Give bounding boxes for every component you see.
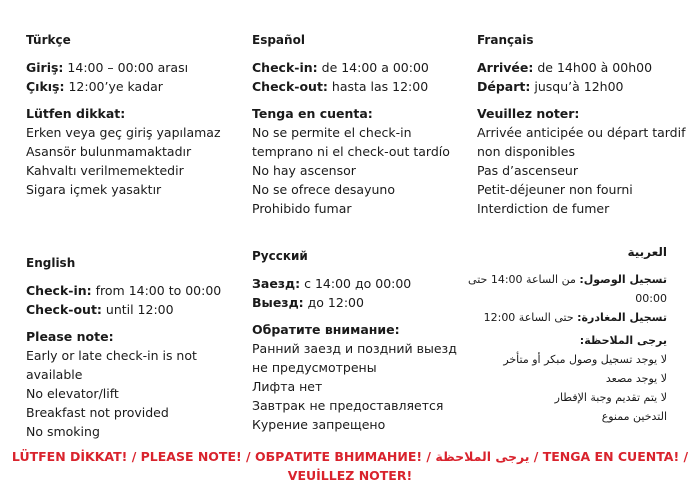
checkin-label: Заезд: bbox=[252, 276, 301, 291]
note-item: Erken veya geç giriş yapılamaz bbox=[26, 125, 221, 140]
checkin-label: Check-in: bbox=[252, 60, 318, 75]
note-item: Early or late check-in is not bbox=[26, 348, 197, 363]
section-russian bbox=[252, 248, 467, 434]
note-item: No elevator/lift bbox=[26, 386, 119, 401]
note-item: available bbox=[26, 367, 83, 382]
note-item: No se permite el check-in bbox=[252, 125, 412, 140]
section-title: العربية bbox=[627, 245, 667, 259]
note-item: No hay ascensor bbox=[252, 163, 356, 178]
note-item: Asansör bulunmamaktadır bbox=[26, 144, 192, 159]
note-item: Arrivée anticipée ou départ tardif bbox=[477, 125, 686, 140]
checkin-line bbox=[468, 270, 667, 289]
checkout-line bbox=[477, 77, 692, 96]
checkout-label: Check-out: bbox=[252, 79, 328, 94]
checkout-value: jusqu’à 12h00 bbox=[530, 79, 624, 94]
section-title: English bbox=[26, 256, 76, 270]
checkout-label: Выезд: bbox=[252, 295, 304, 310]
checkin-value: de 14h00 à 00h00 bbox=[533, 60, 653, 75]
section-title: Türkçe bbox=[26, 33, 71, 47]
note-item: Курение запрещено bbox=[252, 417, 386, 432]
section-title: Français bbox=[477, 33, 534, 47]
checkout-line bbox=[252, 293, 467, 312]
note-item: Sigara içmek yasaktır bbox=[26, 182, 162, 197]
note-item: No smoking bbox=[26, 424, 100, 439]
note-item: لا يوجد مصعد bbox=[605, 372, 667, 385]
checkout-value: until 12:00 bbox=[101, 302, 174, 317]
checkout-line bbox=[26, 300, 241, 319]
checkin-line bbox=[252, 58, 467, 77]
note-item: Breakfast not provided bbox=[26, 405, 169, 420]
checkin-label: Giriş: bbox=[26, 60, 64, 75]
checkout-value: 12:00’ye kadar bbox=[64, 79, 163, 94]
checkin-line-cont: 00:00 bbox=[635, 292, 667, 305]
checkout-line bbox=[26, 77, 241, 96]
note-item: не предусмотрены bbox=[252, 360, 377, 375]
footer-line-2: VEUİLLEZ NOTER! bbox=[287, 468, 413, 483]
checkin-line bbox=[26, 58, 241, 77]
note-title: Lütfen dikkat: bbox=[26, 106, 126, 121]
footer-warning bbox=[0, 447, 700, 485]
checkin-label: Arrivée: bbox=[477, 60, 534, 75]
checkin-line bbox=[477, 58, 692, 77]
note-item: لا يتم تقديم وجبة الإفطار bbox=[554, 391, 667, 404]
note-title: Veuillez noter: bbox=[477, 106, 580, 121]
note-item: لا يوجد تسجيل وصول مبكر أو متأخر bbox=[503, 353, 667, 366]
checkout-line bbox=[477, 308, 667, 327]
checkin-label: Check-in: bbox=[26, 283, 92, 298]
note-title: يرجى الملاحظة: bbox=[579, 334, 667, 347]
note-item: Pas d’ascenseur bbox=[477, 163, 578, 178]
section-turkish bbox=[26, 32, 241, 199]
section-english bbox=[26, 255, 241, 441]
note-title: Tenga en cuenta: bbox=[252, 106, 373, 121]
note-item: Prohibido fumar bbox=[252, 201, 352, 216]
checkin-label: تسجيل الوصول: bbox=[579, 273, 667, 286]
note-item: temprano ni el check-out tardío bbox=[252, 144, 450, 159]
checkin-value: с 14:00 до 00:00 bbox=[300, 276, 412, 291]
checkout-label: Çıkış: bbox=[26, 79, 65, 94]
section-arabic bbox=[468, 244, 667, 426]
checkout-line bbox=[252, 77, 467, 96]
note-title: Обратите внимание: bbox=[252, 322, 400, 337]
note-item: Лифта нет bbox=[252, 379, 323, 394]
note-item: التدخين ممنوع bbox=[601, 410, 667, 423]
checkout-label: تسجيل المغادرة: bbox=[577, 311, 667, 324]
section-title: Español bbox=[252, 33, 305, 47]
section-french bbox=[477, 32, 692, 218]
checkout-value: حتى الساعة 12:00 bbox=[483, 311, 578, 324]
note-item: Kahvaltı verilmemektedir bbox=[26, 163, 184, 178]
note-item: No se ofrece desayuno bbox=[252, 182, 395, 197]
checkin-value: من الساعة 14:00 حتى bbox=[468, 273, 580, 286]
note-item: Завтрак не предоставляется bbox=[252, 398, 444, 413]
checkin-value: from 14:00 to 00:00 bbox=[91, 283, 222, 298]
section-spanish bbox=[252, 32, 467, 218]
checkin-line bbox=[252, 274, 467, 293]
note-item: non disponibles bbox=[477, 144, 575, 159]
checkin-value: de 14:00 a 00:00 bbox=[317, 60, 429, 75]
footer-line-1: LÜTFEN DİKKAT! / PLEASE NOTE! / ОБРАТИТЕ ВНИМАНИЕ! / يرجى الملاحظة / TENGA EN CUENTA! / bbox=[11, 449, 689, 464]
section-title: Русский bbox=[252, 249, 308, 263]
checkin-value: 14:00 – 00:00 arası bbox=[63, 60, 189, 75]
checkout-label: Check-out: bbox=[26, 302, 102, 317]
checkout-label: Départ: bbox=[477, 79, 531, 94]
note-title: Please note: bbox=[26, 329, 114, 344]
note-item: Interdiction de fumer bbox=[477, 201, 610, 216]
note-item: Ранний заезд и поздний выезд bbox=[252, 341, 457, 356]
checkin-line bbox=[26, 281, 241, 300]
checkout-value: hasta las 12:00 bbox=[327, 79, 429, 94]
checkout-value: до 12:00 bbox=[303, 295, 364, 310]
note-item: Petit-déjeuner non fourni bbox=[477, 182, 633, 197]
